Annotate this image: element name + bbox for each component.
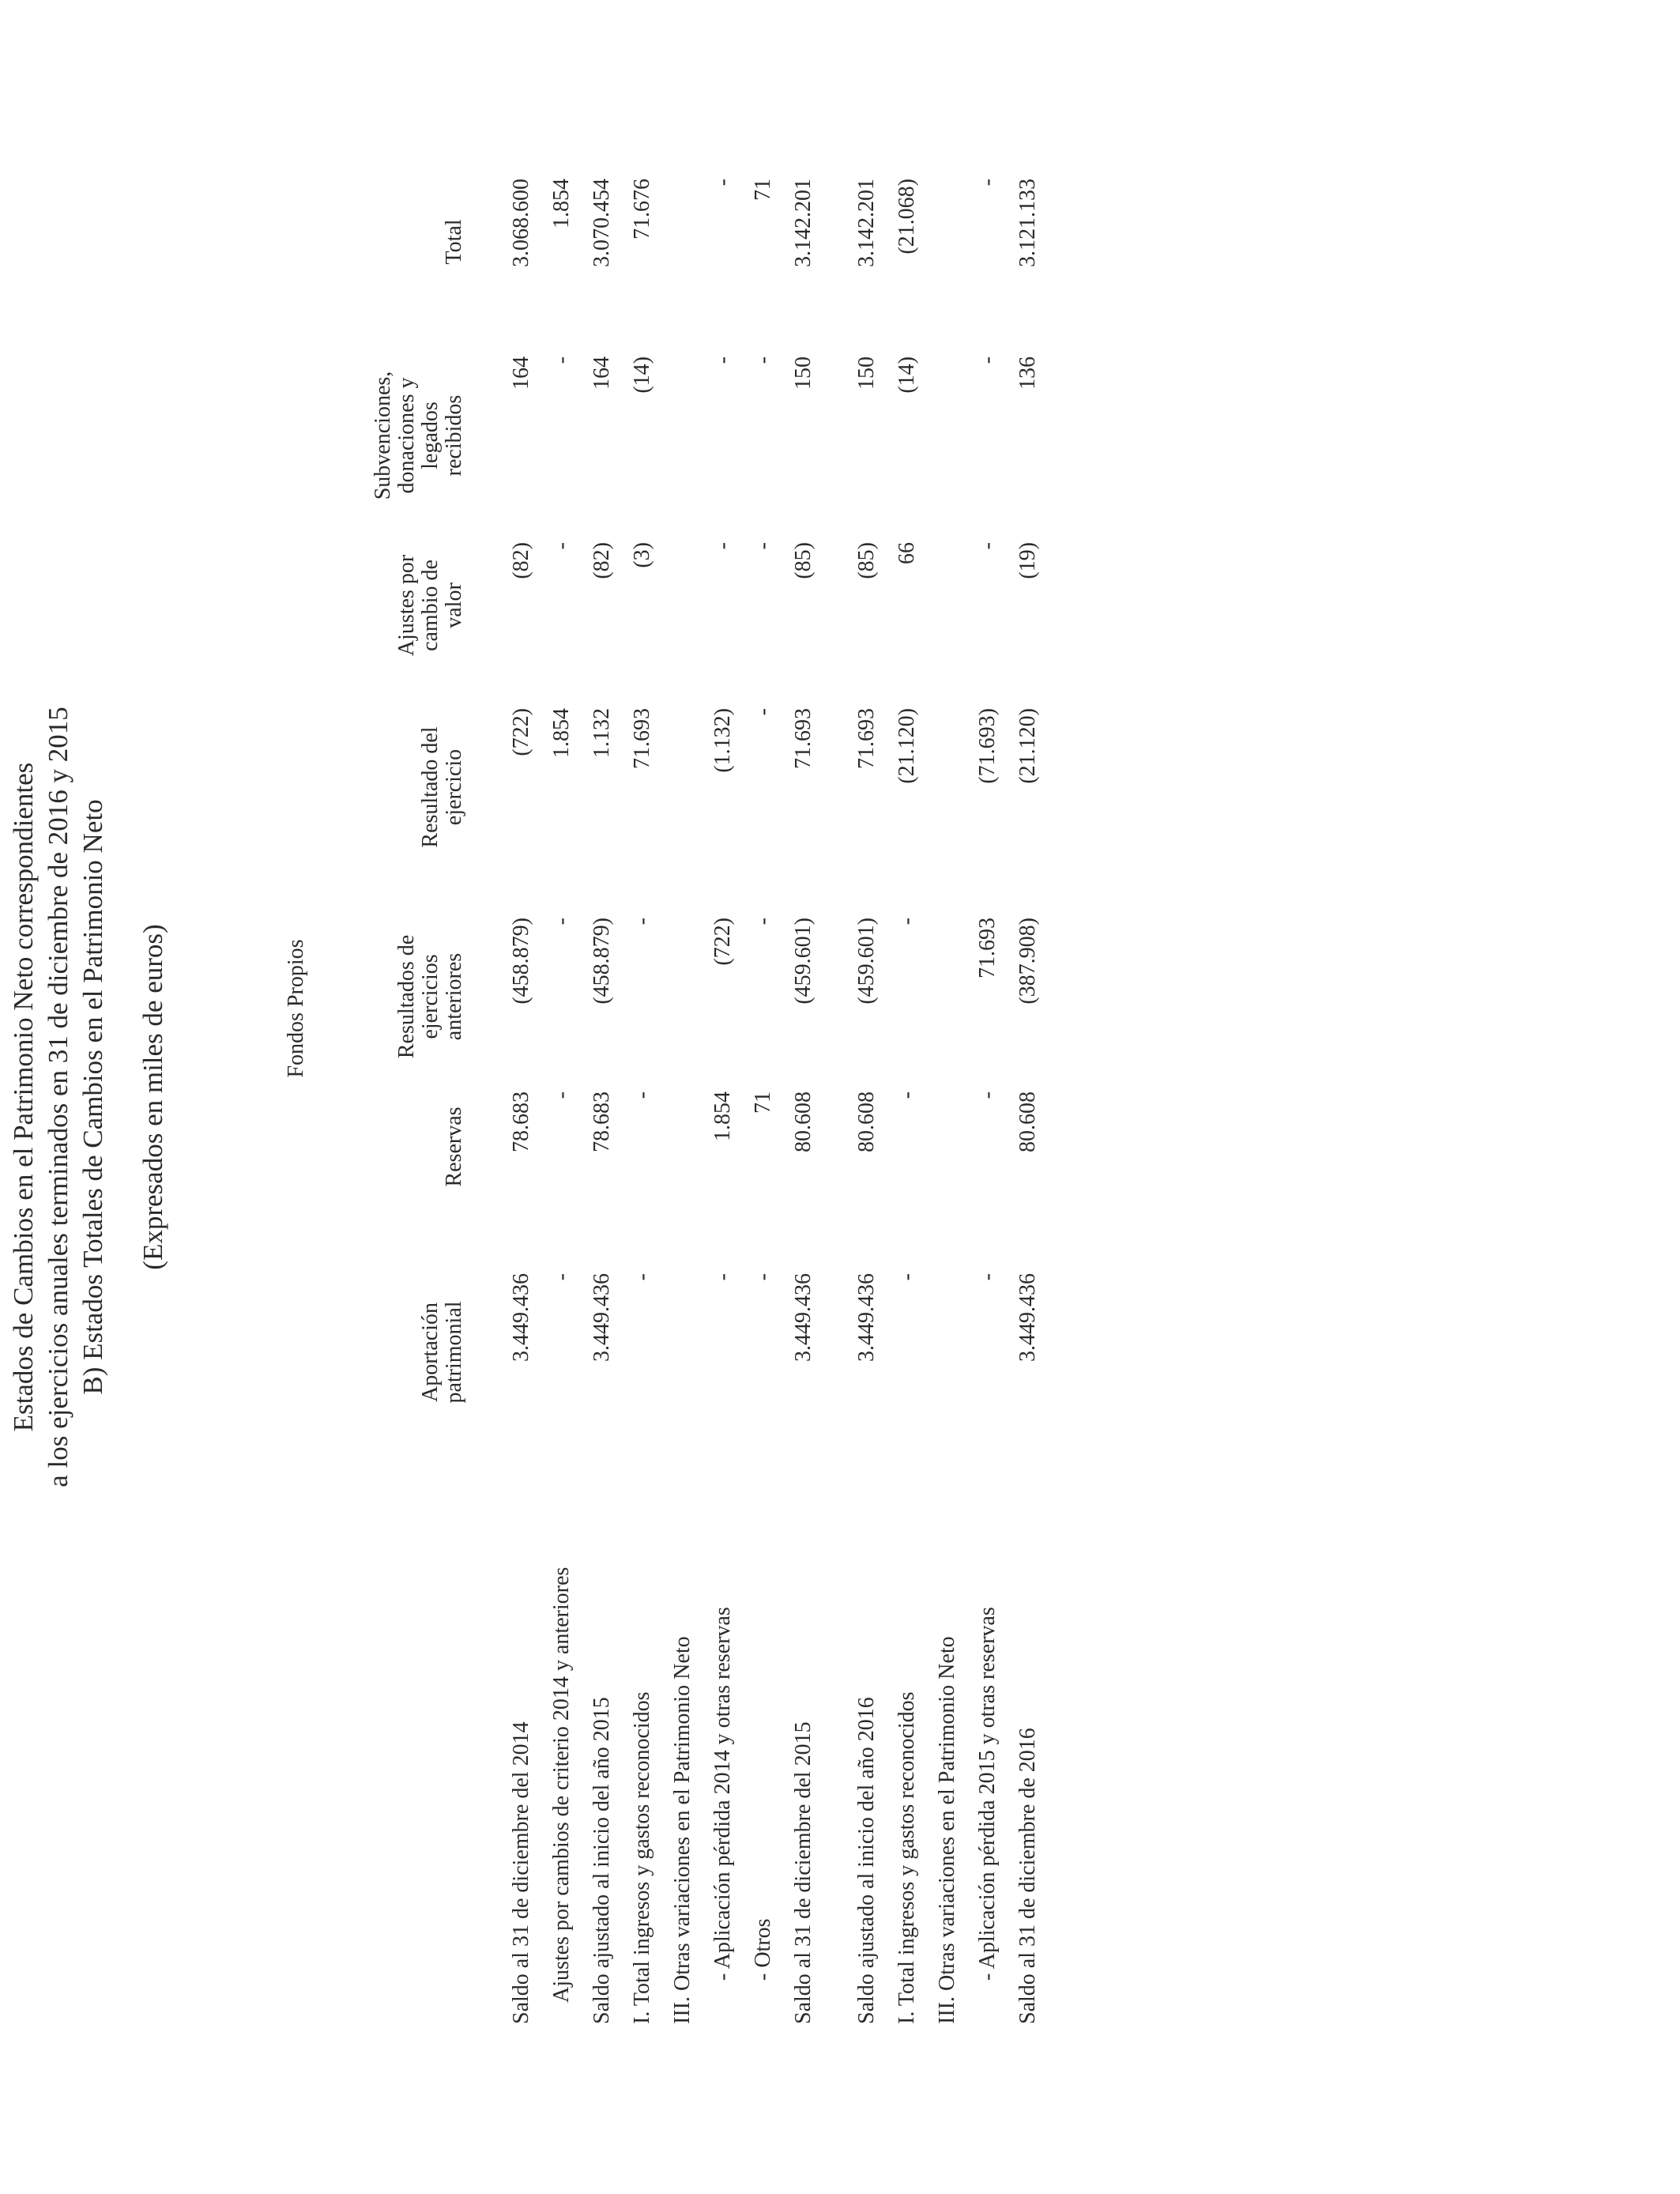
- title-line-3: B) Estados Totales de Cambios en el Patrimonio Neto: [77, 799, 108, 1395]
- table-cell: -: [549, 1091, 574, 1099]
- row-label: I. Total ingresos y gastos reconocidos: [630, 1691, 654, 2024]
- table-cell: (82): [590, 542, 614, 579]
- row-label: Saldo al 31 de diciembre de 2016: [1015, 1728, 1040, 2024]
- row-label: Saldo al 31 de diciembre del 2014: [509, 1721, 533, 2024]
- table-cell: -: [975, 542, 1000, 550]
- table-cell: -: [751, 542, 775, 550]
- table-cell: (21.120): [895, 708, 919, 784]
- table-cell: 80.608: [854, 1091, 879, 1152]
- table-cell: (85): [854, 542, 879, 579]
- table-row: [502, 0, 541, 2194]
- table-cell: 3.449.436: [791, 1273, 816, 1362]
- table-cell: 1.854: [549, 708, 574, 758]
- column-header: [443, 1091, 466, 1202]
- table-cell: 71.693: [854, 708, 879, 769]
- table-cell: 150: [791, 356, 816, 390]
- table-cell: 3.449.436: [509, 1273, 533, 1362]
- column-header-line: Resultados de: [394, 934, 419, 1059]
- table-cell: -: [710, 179, 735, 187]
- fondos-propios-header: Fondos Propios: [284, 939, 308, 1078]
- column-header-line: patrimonial: [442, 1301, 466, 1404]
- column-header: [419, 708, 466, 866]
- table-cell: -: [630, 918, 654, 925]
- table-cell: 78.683: [509, 1091, 533, 1152]
- table-cell: (722): [509, 708, 533, 756]
- column-header-line: anteriores: [442, 952, 466, 1041]
- column-header-line: Aportación: [418, 1302, 443, 1402]
- table-cell: 164: [590, 356, 614, 390]
- table-cell: -: [751, 708, 775, 716]
- row-label: III. Otras variaciones en el Patrimonio Neto: [935, 1636, 959, 2024]
- table-row: [928, 0, 967, 2194]
- table-row: [582, 0, 622, 2194]
- table-cell: (82): [509, 542, 533, 579]
- column-header: [443, 179, 466, 305]
- table-cell: (21.068): [895, 179, 919, 254]
- table-cell: -: [895, 1091, 919, 1099]
- table-cell: -: [549, 1273, 574, 1281]
- column-header-line: Reservas: [442, 1106, 466, 1187]
- table-row: [784, 0, 823, 2194]
- table-cell: -: [710, 542, 735, 550]
- table-cell: -: [975, 356, 1000, 364]
- table-cell: (71.693): [975, 708, 1000, 784]
- table-cell: (459.601): [791, 918, 816, 1005]
- table-cell: 71.693: [791, 708, 816, 769]
- table-row: [542, 0, 582, 2194]
- table-cell: 71.693: [975, 918, 1000, 978]
- row-label: - Aplicación pérdida 2014 y otras reservas: [710, 1607, 735, 1981]
- column-header: [395, 918, 466, 1076]
- table-cell: (21.120): [1015, 708, 1040, 784]
- table-cell: 3.142.201: [791, 179, 816, 267]
- table-cell: -: [751, 356, 775, 364]
- table-row: [663, 0, 703, 2194]
- table-row: [1008, 0, 1048, 2194]
- table-cell: 1.132: [590, 708, 614, 758]
- column-header-line: Total: [442, 219, 466, 265]
- table-cell: -: [975, 1091, 1000, 1099]
- table-cell: -: [710, 356, 735, 364]
- table-row: [623, 0, 662, 2194]
- table-cell: 3.121.133: [1015, 179, 1040, 267]
- table-cell: -: [895, 918, 919, 925]
- table-cell: 164: [509, 356, 533, 390]
- row-label: I. Total ingresos y gastos reconocidos: [895, 1691, 919, 2024]
- table-cell: 80.608: [791, 1091, 816, 1152]
- table-cell: -: [549, 356, 574, 364]
- column-header-line: ejercicio: [442, 748, 466, 826]
- table-cell: (458.879): [509, 918, 533, 1005]
- subtitle: (Expresados en miles de euros): [137, 924, 168, 1270]
- table-cell: 78.683: [590, 1091, 614, 1152]
- row-label: - Otros: [751, 1918, 775, 1981]
- table-cell: -: [895, 1273, 919, 1281]
- table-cell: (19): [1015, 542, 1040, 579]
- title-line-1: Estados de Cambios en el Patrimonio Neto correspondientes: [8, 762, 39, 1432]
- table-cell: -: [975, 1273, 1000, 1281]
- column-header-line: donaciones y: [394, 377, 419, 494]
- column-header-line: Ajustes por: [394, 554, 419, 657]
- column-header: [395, 542, 466, 669]
- table-cell: (459.601): [854, 918, 879, 1005]
- table-cell: -: [549, 542, 574, 550]
- table-cell: 71.676: [630, 179, 654, 239]
- table-row: [847, 0, 887, 2194]
- table-cell: -: [630, 1273, 654, 1281]
- table-cell: 3.449.436: [1015, 1273, 1040, 1362]
- table-cell: -: [751, 918, 775, 925]
- column-header-line: Resultado del: [418, 726, 443, 848]
- table-cell: 71: [751, 1091, 775, 1114]
- table-cell: -: [975, 179, 1000, 187]
- table-cell: 3.449.436: [854, 1273, 879, 1362]
- column-header: [371, 356, 466, 515]
- table-cell: -: [630, 1091, 654, 1099]
- table-cell: -: [751, 1273, 775, 1281]
- table-cell: -: [710, 1273, 735, 1281]
- row-label: Saldo ajustado al inicio del año 2015: [590, 1697, 614, 2024]
- table-row: [887, 0, 927, 2194]
- table-cell: 136: [1015, 356, 1040, 390]
- table-cell: (14): [630, 356, 654, 394]
- table-cell: (387.908): [1015, 918, 1040, 1005]
- row-label: III. Otras variaciones en el Patrimonio Neto: [670, 1636, 695, 2024]
- table-cell: (458.879): [590, 918, 614, 1005]
- table-row: [968, 0, 1008, 2194]
- table-cell: -: [549, 918, 574, 925]
- table-cell: (3): [630, 542, 654, 568]
- column-header-line: legados: [418, 401, 443, 469]
- row-label: Ajustes por cambios de criterio 2014 y anteriores: [549, 1566, 574, 2003]
- table-row: [744, 0, 783, 2194]
- table-cell: (1.132): [710, 708, 735, 773]
- table-cell: (722): [710, 918, 735, 966]
- table-row: [703, 0, 743, 2194]
- table-cell: 3.449.436: [590, 1273, 614, 1362]
- table-cell: 3.070.454: [590, 179, 614, 267]
- table-cell: 71: [751, 179, 775, 201]
- table-cell: 1.854: [549, 179, 574, 228]
- table-cell: (85): [791, 542, 816, 579]
- column-header-line: cambio de: [418, 560, 443, 651]
- table-cell: 66: [895, 542, 919, 564]
- column-header-line: recibidos: [442, 394, 466, 477]
- row-label: - Aplicación pérdida 2015 y otras reservas: [975, 1607, 1000, 1981]
- table-cell: 150: [854, 356, 879, 390]
- table-cell: (14): [895, 356, 919, 394]
- table-cell: 80.608: [1015, 1091, 1040, 1152]
- table-cell: 3.142.201: [854, 179, 879, 267]
- table-cell: 1.854: [710, 1091, 735, 1141]
- row-label: Saldo al 31 de diciembre del 2015: [791, 1721, 816, 2024]
- column-header-line: valor: [442, 582, 466, 628]
- column-header-line: ejercicios: [418, 954, 443, 1039]
- column-header-line: Subvenciones,: [371, 371, 395, 500]
- title-line-2: a los ejercicios anuales terminados en 31 de diciembre de 2016 y 2015: [43, 707, 73, 1487]
- column-header: [419, 1273, 466, 1431]
- table-cell: 71.693: [630, 708, 654, 769]
- table-cell: 3.068.600: [509, 179, 533, 267]
- row-label: Saldo ajustado al inicio del año 2016: [854, 1697, 879, 2024]
